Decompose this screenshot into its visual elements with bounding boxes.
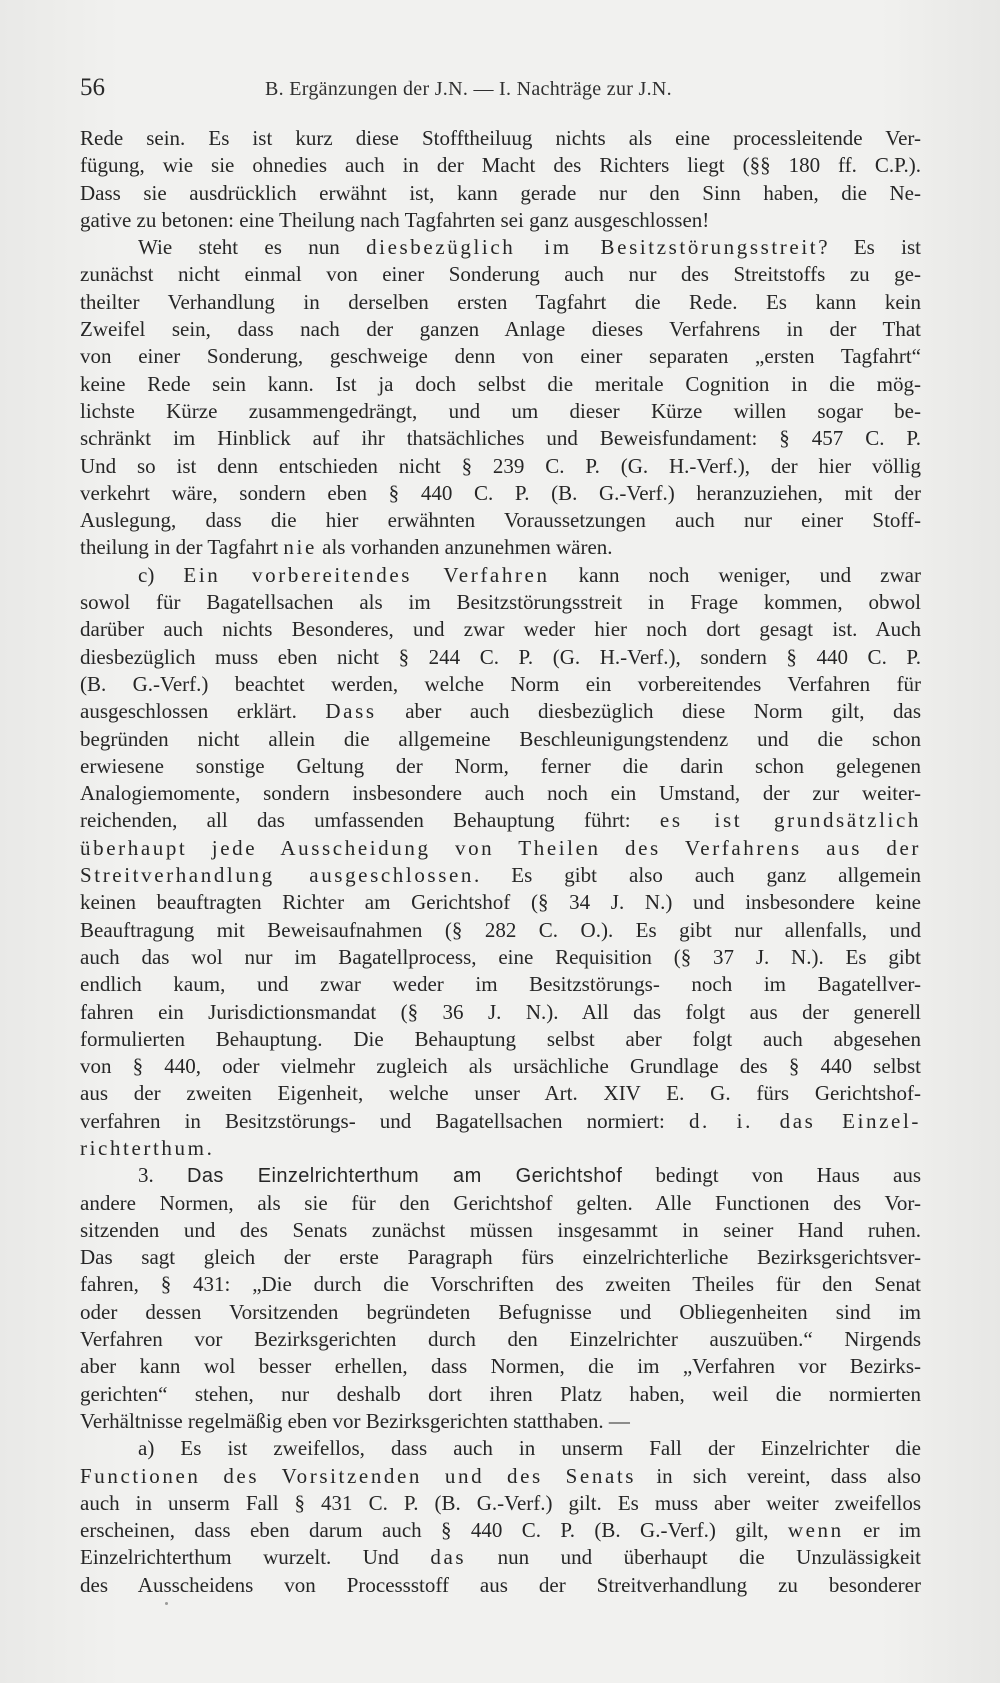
emphasis-text: das (430, 1545, 467, 1570)
running-head: B. Ergänzungen der J.N. — I. Nachträge zur J.N. (265, 78, 672, 100)
text-line: formulierten Behauptung. Die Behauptung selbst aber folgt auch abgesehen (80, 1026, 921, 1051)
text-line: Einzelrichterthum wurzelt. Und das nun und überhaupt die Unzulässigkeit (80, 1545, 921, 1570)
text-line: gerichten“ stehen, nur deshalb dort ihren Platz haben, weil die normierten (80, 1381, 921, 1406)
paper-speck (165, 1602, 168, 1605)
text-line: andere Normen, als sie für den Gerichtshof gelten. Alle Functionen des Vor- (80, 1190, 921, 1215)
text-line: lichste Kürze zusammengedrängt, und um dieser Kürze willen sogar be- (80, 398, 921, 423)
text-line: a) Es ist zweifellos, dass auch in unserm Fall der Einzelrichter die (138, 1436, 921, 1461)
text-line: verkehrt wäre, sondern eben § 440 C. P. (B. G.-Verf.) heranzuziehen, mit der (80, 480, 921, 505)
emphasis-text: diesbezüglich im Besitzstörungsstreit (366, 235, 819, 260)
emphasis-text: Functionen des Vorsitzenden und des Senats (80, 1463, 637, 1488)
text-line: reichenden, all das umfassenden Behauptung führt: es ist grundsätzlich (80, 808, 921, 833)
emphasis-text: richterthum (80, 1135, 207, 1160)
text-line: theilung in der Tagfahrt nie als vorhanden anzunehmen wären. (80, 535, 613, 560)
emphasis-text: wenn (787, 1518, 844, 1543)
text-line: oder dessen Vorsitzenden begründeten Befugnisse und Obliegenheiten sind im (80, 1299, 921, 1324)
text-line: Das sagt gleich der erste Paragraph fürs einzelrichterliche Bezirksgerichtsver- (80, 1245, 921, 1270)
emphasis-text: d. i. das Einzel- (688, 1108, 921, 1133)
text-line: c) Ein vorbereitendes Verfahren kann noch weniger, und zwar (138, 562, 921, 587)
text-line: endlich kaum, und zwar weder im Besitzstörungs- noch im Bagatellver- (80, 972, 921, 997)
text-line: Verfahren vor Bezirksgerichten durch den Einzelrichter auszuüben.“ Nirgends (80, 1327, 921, 1352)
text-line: Verhältnisse regelmäßig eben vor Bezirksgerichten statthaben. — (80, 1408, 630, 1433)
text-line: von einer Sonderung, geschweige denn von einer separaten „ersten Tagfahrt“ (80, 344, 921, 369)
emphasis-text: es ist grundsätzlich (659, 808, 921, 833)
text-line: Rede sein. Es ist kurz diese Stofftheiluug nichts als eine processleitende Ver- (80, 126, 921, 150)
text-line: darüber auch nichts Besonderes, und zwar weder hier noch dort gesagt ist. Auch (80, 617, 921, 642)
page-number: 56 (80, 74, 105, 101)
text-line: 3. Das Einzelrichterthum am Gerichtshof bedingt von Haus aus (138, 1163, 921, 1188)
text-line: Auslegung, dass die hier erwähnten Voraussetzungen auch nur einer Stoff- (80, 508, 921, 533)
text-line: fügung, wie sie ohnedies auch in der Macht des Richters liegt (§§ 180 ff. C.P.). (80, 153, 921, 178)
text-line: schränkt im Hinblick auf ihr thatsächliches und Beweisfundament: § 457 C. P. (80, 426, 921, 451)
body-text (80, 125, 921, 1599)
text-line: Und so ist denn entschieden nicht § 239 C. P. (G. H.-Verf.), der hier völlig (80, 453, 921, 478)
emphasis-text: nie (283, 535, 317, 560)
text-line: Wie steht es nun diesbezüglich im Besitzstörungsstreit? Es ist (138, 235, 921, 260)
text-line: theilter Verhandlung in derselben ersten Tagfahrt die Rede. Es kann kein (80, 289, 921, 314)
emphasis-text: Ein vorbereitendes Verfahren (183, 562, 550, 587)
emphasis-text: Dass (325, 699, 377, 724)
page-header (80, 74, 920, 108)
text-line: ausgeschlossen erklärt. Dass aber auch diesbezüglich diese Norm gilt, das (80, 699, 921, 724)
text-line: keine Rede sein kann. Ist ja doch selbst die meritale Cognition in die mög- (80, 371, 921, 396)
text-line: keinen beauftragten Richter am Gerichtshof (§ 34 J. N.) und insbesondere keine (80, 890, 921, 915)
text-line (80, 835, 921, 862)
text-line: erwiesene sonstige Geltung der Norm, ferner die darin schon gelegenen (80, 753, 921, 778)
text-line: zunächst nicht einmal von einer Sonderung auch nur des Streitstoffs zu ge- (80, 262, 921, 287)
text-line: auch das wol nur im Bagatellprocess, eine Requisition (§ 37 J. N.). Es gibt (80, 944, 921, 969)
text-line: des Ausscheidens von Processstoff aus der Streitverhandlung zu besonderer (80, 1572, 921, 1597)
text-line: begründen nicht allein die allgemeine Beschleunigungstendenz und die schon (80, 726, 921, 751)
text-line: Streitverhandlung ausgeschlossen. Es gibt also auch ganz allgemein (80, 863, 921, 888)
text-line: fahren, § 431: „Die durch die Vorschriften des zweiten Theiles für den Senat (80, 1272, 921, 1297)
text-line: Zweifel sein, dass nach der ganzen Anlage dieses Verfahrens in der That (80, 317, 921, 342)
text-line: diesbezüglich muss eben nicht § 244 C. P. (G. H.-Verf.), sondern § 440 C. P. (80, 644, 921, 669)
text-line: Functionen des Vorsitzenden und des Senats in sich vereint, dass also (80, 1463, 921, 1488)
text-line: aber kann wol besser erhellen, dass Normen, die im „Verfahren vor Bezirks- (80, 1354, 921, 1379)
emphasis-text: überhaupt jede Ausscheidung von Theilen des Verfahrens aus der (80, 835, 921, 860)
text-line: Beauftragung mit Beweisaufnahmen (§ 282 C. O.). Es gibt nur allenfalls, und (80, 917, 921, 942)
text-line: fahren ein Jurisdictionsmandat (§ 36 J. N.). All das folgt aus der generell (80, 999, 921, 1024)
emphasis-text: Streitverhandlung ausgeschlossen (80, 863, 474, 888)
text-line: sitzenden und des Senats zunächst müssen insgesammt in seiner Hand ruhen. (80, 1217, 921, 1242)
text-line: (B. G.-Verf.) beachtet werden, welche Norm ein vorbereitendes Verfahren für (80, 671, 921, 696)
text-line: auch in unserm Fall § 431 C. P. (B. G.-Verf.) gilt. Es muss aber weiter zweifellos (80, 1490, 921, 1515)
section-heading: Das Einzelrichterthum am Gerichtshof (187, 1165, 623, 1188)
text-line: verfahren in Besitzstörungs- und Bagatellsachen normiert: d. i. das Einzel- (80, 1108, 921, 1133)
text-line: sowol für Bagatellsachen als im Besitzstörungsstreit in Frage kommen, obwol (80, 590, 921, 615)
text-line: richterthum. (80, 1135, 212, 1160)
text-line: erscheinen, dass eben darum auch § 440 C. P. (B. G.-Verf.) gilt, wenn er im (80, 1518, 921, 1543)
text-line: Dass sie ausdrücklich erwähnt ist, kann gerade nur den Sinn haben, die Ne- (80, 180, 921, 205)
text-line: Analogiemomente, sondern insbesondere auch noch ein Umstand, der zur weiter- (80, 781, 921, 806)
text-line: von § 440, oder vielmehr zugleich als ursächliche Grundlage des § 440 selbst (80, 1054, 921, 1079)
text-line: aus der zweiten Eigenheit, welche unser Art. XIV E. G. fürs Gerichtshof- (80, 1081, 921, 1106)
text-line: gative zu betonen: eine Theilung nach Tagfahrten sei ganz ausgeschlossen! (80, 207, 710, 232)
